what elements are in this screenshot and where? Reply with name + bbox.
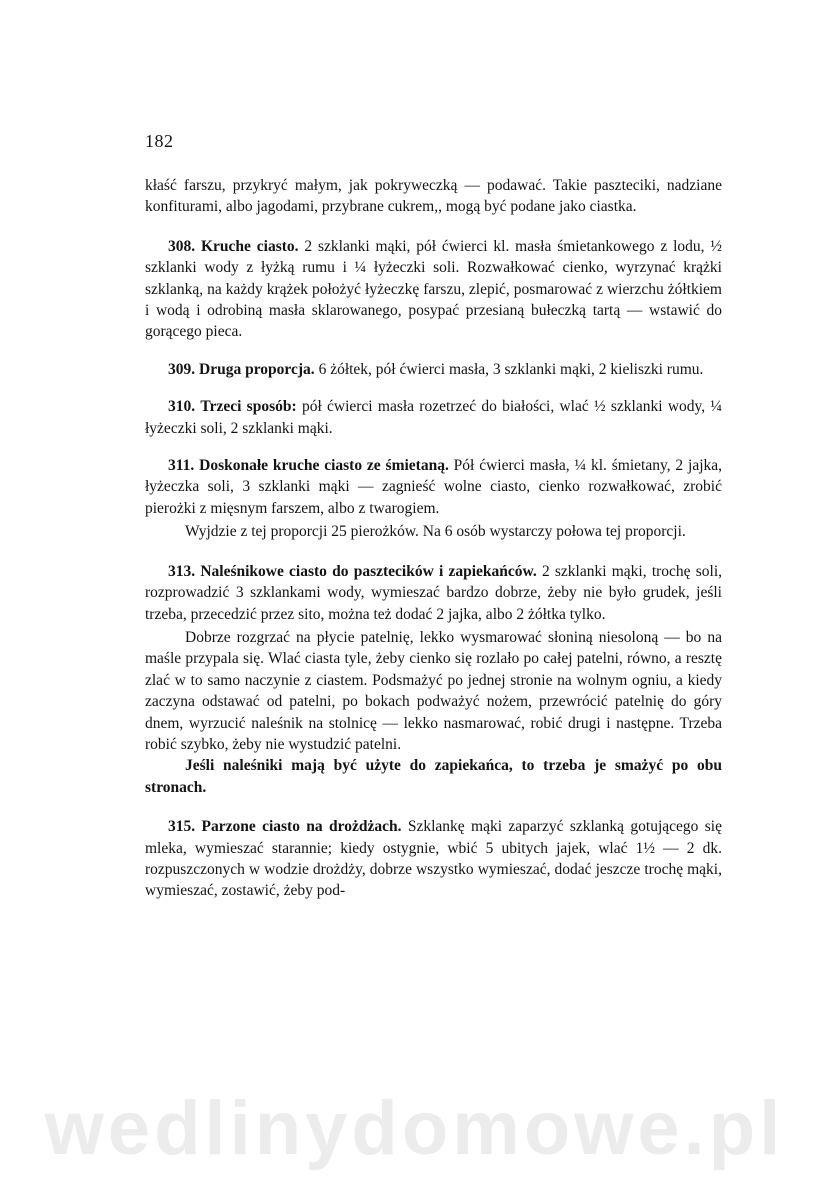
recipe-title: Naleśnikowe ciasto do pasztecików i zapiekańców. <box>200 562 537 580</box>
recipe-309 <box>145 359 722 380</box>
recipe-number: 311. <box>168 457 195 475</box>
recipe-313 <box>145 561 722 625</box>
recipe-308 <box>145 236 722 343</box>
recipe-315 <box>145 816 722 902</box>
recipe-title: Doskonałe kruche ciasto ze śmietaną. <box>199 457 449 475</box>
page-number: 182 <box>145 131 174 151</box>
recipe-title: Druga proporcja. <box>199 360 315 378</box>
intro-paragraph: kłaść farszu, przykryć małym, jak pokryweczką — podawać. Takie paszteciki, nadziane konfiturami, albo jagodami, przybrane cukrem,, mogą być podane jako ciastka. <box>145 177 722 216</box>
recipe-title: Parzone ciasto na drożdżach. <box>201 818 402 836</box>
recipe-number: 313. <box>168 562 196 580</box>
recipe-311-continuation: Wyjdzie z tej proporcji 25 pierożków. Na 6 osób wystarczy połowa tej proporcji. <box>185 523 686 541</box>
recipe-body: 2 szklanki mąki, pół ćwierci kl. masła śmietankowego z lodu, ½ szklanki wody z łyżką rumu i ¼ łyżeczki soli. Rozwałkować cienko, wyrzynać krążki szklanką, na każdy krążek położyć łyżeczkę farszu, zlepić, posmarować z wierzchu żółtkiem i wodą i odrobiną masła sklarowanego, posypać przesianą bułeczką tartą — wstawić do gorącego pieca. <box>145 237 722 341</box>
recipe-313-note: Jeśli naleśniki mają być użyte do zapiekańca, to trzeba je smażyć po obu stronach. <box>145 757 722 796</box>
recipe-body: 6 żółtek, pół ćwierci masła, 3 szklanki mąki, 2 kieliszki rumu. <box>318 360 704 378</box>
recipe-body: pół ćwierci masła rozetrzeć do białości, wlać ½ szklanki wody, ¼ łyżeczki soli, 2 szklanki mąki. <box>145 398 723 437</box>
recipe-title: Kruche ciasto. <box>200 237 299 255</box>
recipe-number: 308. <box>168 237 196 255</box>
recipe-body: 2 szklanki mąki, trochę soli, rozprowadzić 3 szklankami wody, wymieszać bardzo dobrze, żeby nie było grudek, jeśli trzeba, przecedzić przez sito, można też dodać 2 jajka, albo 2 żółtka tylko. <box>145 562 723 623</box>
recipe-313-continuation: Dobrze rozgrzać na płycie patelnię, lekko wysmarować słoniną niesoloną — bo na maśle przypala się. Wlać ciasta tyle, żeby cienko się rozlało po całej patelni, równo, a resztę zlać w to samo naczynie z ciastem. Podsmażyć po jednej stronie na wolnym ogniu, a kiedy zaczyna odstawać od patelni, po bokach podważyć nożem, przewrócić patelnię do góry dnem, wyrzucić naleśnik na stolnicę — lekko nasmarować, robić drugi i następne. Trzeba robić szybko, żeby nie wystudzić patelni. <box>145 628 722 753</box>
recipe-number: 309. <box>168 360 196 378</box>
recipe-number: 315. <box>168 818 196 836</box>
recipe-title: Trzeci sposób: <box>200 398 297 416</box>
recipe-body: Pół ćwierci masła, ¼ kl. śmietany, 2 jajka, łyżeczka soli, 3 szklanki mąki — zagnieść wolne ciasto, cienko rozwałkować, zrobić pierożki z mięsnym farszem, albo z twarogiem. <box>145 457 723 517</box>
recipe-number: 310. <box>168 398 196 416</box>
text-column <box>145 175 722 902</box>
recipe-310 <box>145 396 722 439</box>
recipe-body: Szklankę mąki zaparzyć szklanką gotującego się mleka, wymieszać starannie; kiedy ostygnie, wbić 5 ubitych jajek, wlać 1½ — 2 dk. rozpuszczonych w wodzie drożdży, dobrze wszystko wymieszać, dodać jeszcze trochę mąki, wymieszać, zostawić, żeby pod- <box>145 818 722 900</box>
watermark: wedlinydomowe.pl <box>44 1086 785 1171</box>
recipe-311 <box>145 455 722 519</box>
